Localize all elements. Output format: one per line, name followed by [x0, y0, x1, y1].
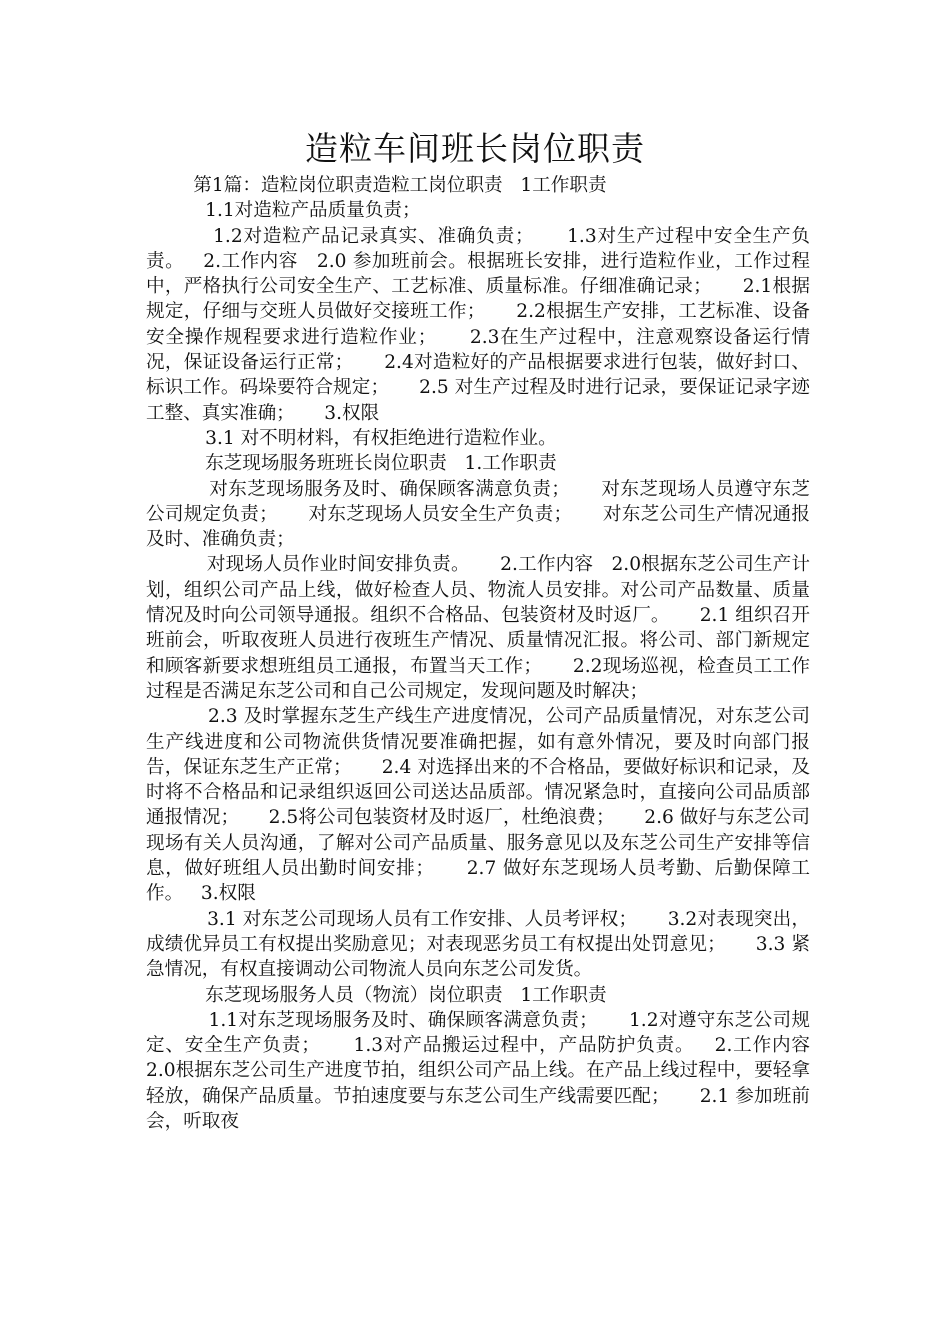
document-title: 造粒车间班长岗位职责: [305, 129, 645, 168]
paragraph-7: 对现场人员作业时间安排负责。 2.工作内容 2.0根据东芝公司生产计划，组织公司产品上线，做好检查人员、物流人员安排。对公司产品数量、质量情况及时向公司领导通报。组织不合格品、包装资材及时返厂。 2.1 组织召开班前会，听取夜班人员进行夜班生产情况、质量情况汇报。将公司、部门新规定和顾客新要求想班组员工通报，布置当天工作； 2.2现场巡视，检查员工工作过程是否满足东芝公司和自己公司规定，发现问题及时解决；: [146, 554, 810, 702]
paragraph-6: 对东芝现场服务及时、确保顾客满意负责； 对东芝现场人员遵守东芝公司规定负责； 对东芝现场人员安全生产负责； 对东芝公司生产情况通报及时、准确负责；: [146, 478, 810, 551]
paragraph-3: 1.2对造粒产品记录真实、准确负责； 1.3对生产过程中安全生产负责。 2.工作内容 2.0 参加班前会。根据班长安排，进行造粒作业，工作过程中，严格执行公司安全生产、工艺标准、质量标准。仔细准确记录； 2.1根据规定，仔细与交班人员做好交接班工作； 2.2根据生产安排，工艺标准、设备安全操作规程要求进行造粒作业； 2.3在生产过程中，注意观察设备运行情况，保证设备运行正常； 2.4对造粒好的产品根据要求进行包装，做好封口、标识工作。码垛要符合规定； 2.5 对生产过程及时进行记录，要保证记录字迹工整、真实准确； 3.权限: [146, 225, 810, 424]
paragraph-1: 第1篇：造粒岗位职责造粒工岗位职责 1工作职责: [146, 175, 607, 196]
paragraph-2: 1.1对造粒产品质量负责；: [146, 200, 421, 222]
paragraph-5: 东芝现场服务班班长岗位职责 1.工作职责: [146, 453, 557, 475]
paragraph-10: 东芝现场服务人员（物流）岗位职责 1工作职责: [146, 984, 607, 1006]
paragraph-9: 3.1 对东芝公司现场人员有工作安排、人员考评权； 3.2对表现突出，成绩优异员工有权提出奖励意见；对表现恶劣员工有权提出处罚意见； 3.3 紧急情况，有权直接调动公司物流人员向东芝公司发货。: [146, 908, 810, 981]
paragraph-8: 2.3 及时掌握东芝生产线生产进度情况，公司产品质量情况，对东芝公司生产线进度和公司物流供货情况要准确把握，如有意外情况，要及时向部门报告，保证东芝生产正常； 2.4 对选择出来的不合格品，要做好标识和记录，及时将不合格品和记录组织返回公司送达品质部。情况紧急时，直接向公司品质部通报情况； 2.5将公司包装资材及时返厂，杜绝浪费； 2.6 做好与东芝公司现场有关人员沟通，了解对公司产品质量、服务意见以及东芝公司生产安排等信息，做好班组人员出勤时间安排； 2.7 做好东芝现场人员考勤、后勤保障工作。 3.权限: [146, 706, 811, 905]
document-body: [146, 173, 828, 1134]
paragraph-11: 1.1对东芝现场服务及时、确保顾客满意负责； 1.2对遵守东芝公司规定、安全生产负责； 1.3对产品搬运过程中，产品防护负责。 2.工作内容 2.0根据东芝公司生产进度节拍，组织公司产品上线。在产品上线过程中，要轻拿轻放，确保产品质量。节拍速度要与东芝公司生产线需要匹配； 2.1 参加班前会，听取夜: [146, 1009, 828, 1132]
paragraph-4: 3.1 对不明材料，有权拒绝进行造粒作业。: [146, 427, 557, 449]
